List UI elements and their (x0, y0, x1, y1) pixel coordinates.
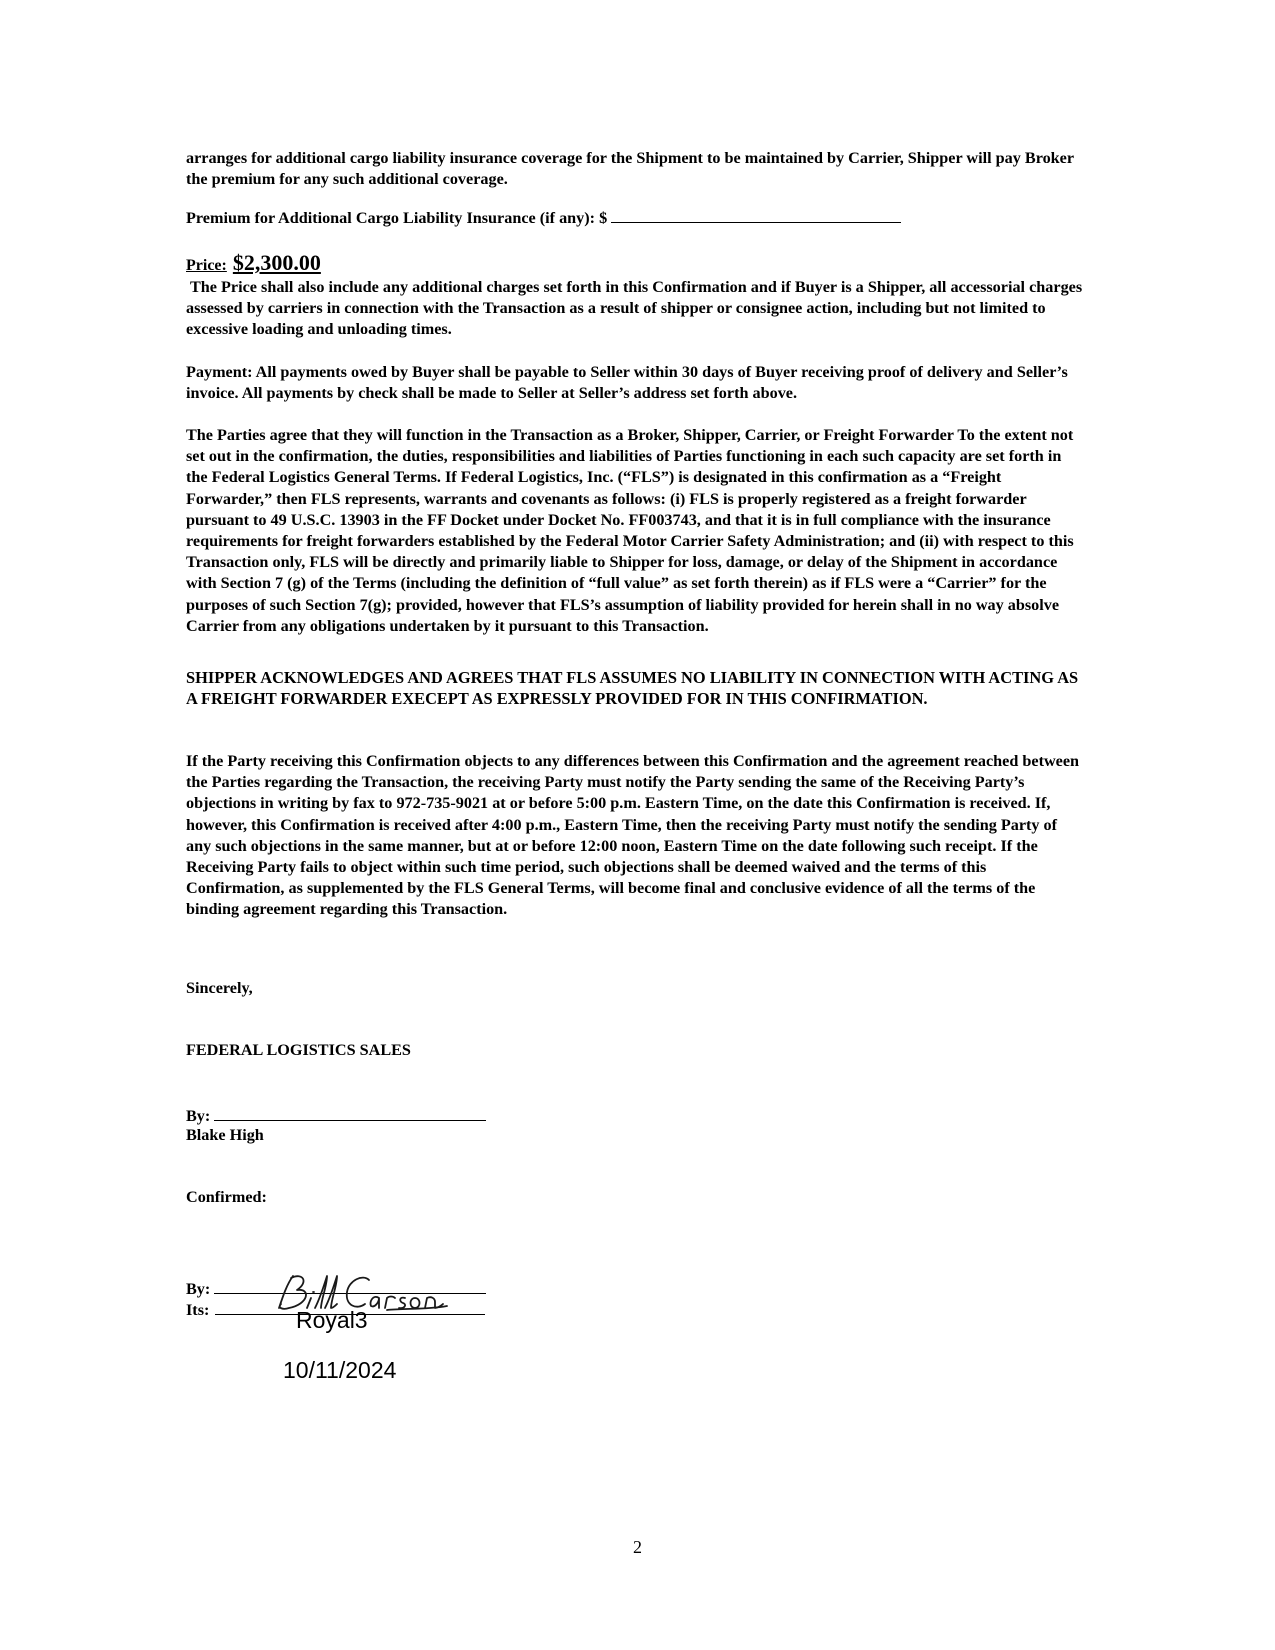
confirm-by-label: By: (186, 1280, 211, 1298)
signer-name: Blake High (186, 1126, 264, 1144)
price-value: $2,300.00 (232, 250, 321, 275)
price-heading (186, 252, 1086, 276)
its-value: Royal3 (296, 1307, 368, 1333)
premium-blank (611, 206, 901, 223)
intro-paragraph: arranges for additional cargo liability insurance coverage for the Shipment to be maintained by Carrier, Shipper will pay Broker the premium for any such additional coverage. (186, 149, 1074, 189)
seller-by-line (186, 1104, 1086, 1127)
premium-line (186, 206, 1086, 229)
confirmed-label: Confirmed: (186, 1188, 267, 1206)
premium-label: Premium for Additional Cargo Liability Insurance (if any): $ (186, 209, 608, 227)
by-label: By: (186, 1107, 211, 1125)
page-number: 2 (633, 1537, 642, 1557)
date-value: 10/11/2024 (283, 1357, 397, 1383)
price-paragraph: The Price shall also include any additional charges set forth in this Confirmation and if Buyer is a Shipper, all accessorial charges assessed by carriers in connection with the Transaction as a result of shipper or consignee action, including but not limited to excessive loading and unloading times. (186, 278, 1083, 339)
objection-paragraph: If the Party receiving this Confirmation objects to any differences between this Confirmation and the agreement reached between the Parties regarding the Transaction, the receiving Party must notify the Party sending the same of the Receiving Party’s objections in writing by fax to 972-735-9021 at or before 5:00 p.m. Eastern Time, on the date this Confirmation is received. If, however, this Confirmation is received after 4:00 p.m., Eastern Time, then the receiving Party must notify the sending Party of any such objections in the same manner, but at or before 12:00 noon, Eastern Time on the date following such receipt. If the Receiving Party fails to object within such time period, such objections shall be deemed waived and the terms of this Confirmation, as supplemented by the FLS General Terms, will become final and conclusive evidence of all the terms of the binding agreement regarding this Transaction. (186, 752, 1080, 919)
shipper-acknowledgement: SHIPPER ACKNOWLEDGES AND AGREES THAT FLS ASSUMES NO LIABILITY IN CONNECTION WITH ACTING AS A FREIGHT FORWARDER EXECEPT AS EXPRESSLY PROVIDED FOR IN THIS CONFIRMATION. (186, 668, 1079, 709)
closing: Sincerely, (186, 979, 253, 997)
parties-paragraph: The Parties agree that they will function in the Transaction as a Broker, Shipper, Carrier, or Freight Forwarder To the extent not set out in the confirmation, the duties, responsibilities and liabilities of Parties functioning in each such capacity are set forth in the Federal Logistics General Terms. If Federal Logistics, Inc. (“FLS”) is designated in this confirmation as a “Freight Forwarder,” then FLS represents, warrants and covenants as follows: (i) FLS is properly registered as a freight forwarder pursuant to 49 U.S.C. 13903 in the FF Docket under Docket No. FF003743, and that it is in full compliance with the insurance requirements for freight forwarders established by the Federal Motor Carrier Safety Administration; and (ii) with respect to this Transaction only, FLS will be directly and primarily liable to Shipper for loss, damage, or delay of the Shipment in accordance with Section 7 (g) of the Terms (including the definition of “full value” as set forth therein) as if FLS were a “Carrier” for the purposes of such Section 7(g); provided, however that FLS’s assumption of liability provided for herein shall in no way absolve Carrier from any obligations undertaken by it pursuant to this Transaction. (186, 426, 1074, 635)
payment-paragraph: Payment: All payments owed by Buyer shall be payable to Seller within 30 days of Buyer receiving proof of delivery and Seller’s invoice. All payments by check shall be made to Seller at Seller’s address set forth above. (186, 363, 1068, 403)
price-label: Price: (186, 257, 227, 274)
company-name: FEDERAL LOGISTICS SALES (186, 1041, 411, 1059)
seller-signature-line (214, 1104, 486, 1121)
its-label: Its: (186, 1301, 210, 1319)
